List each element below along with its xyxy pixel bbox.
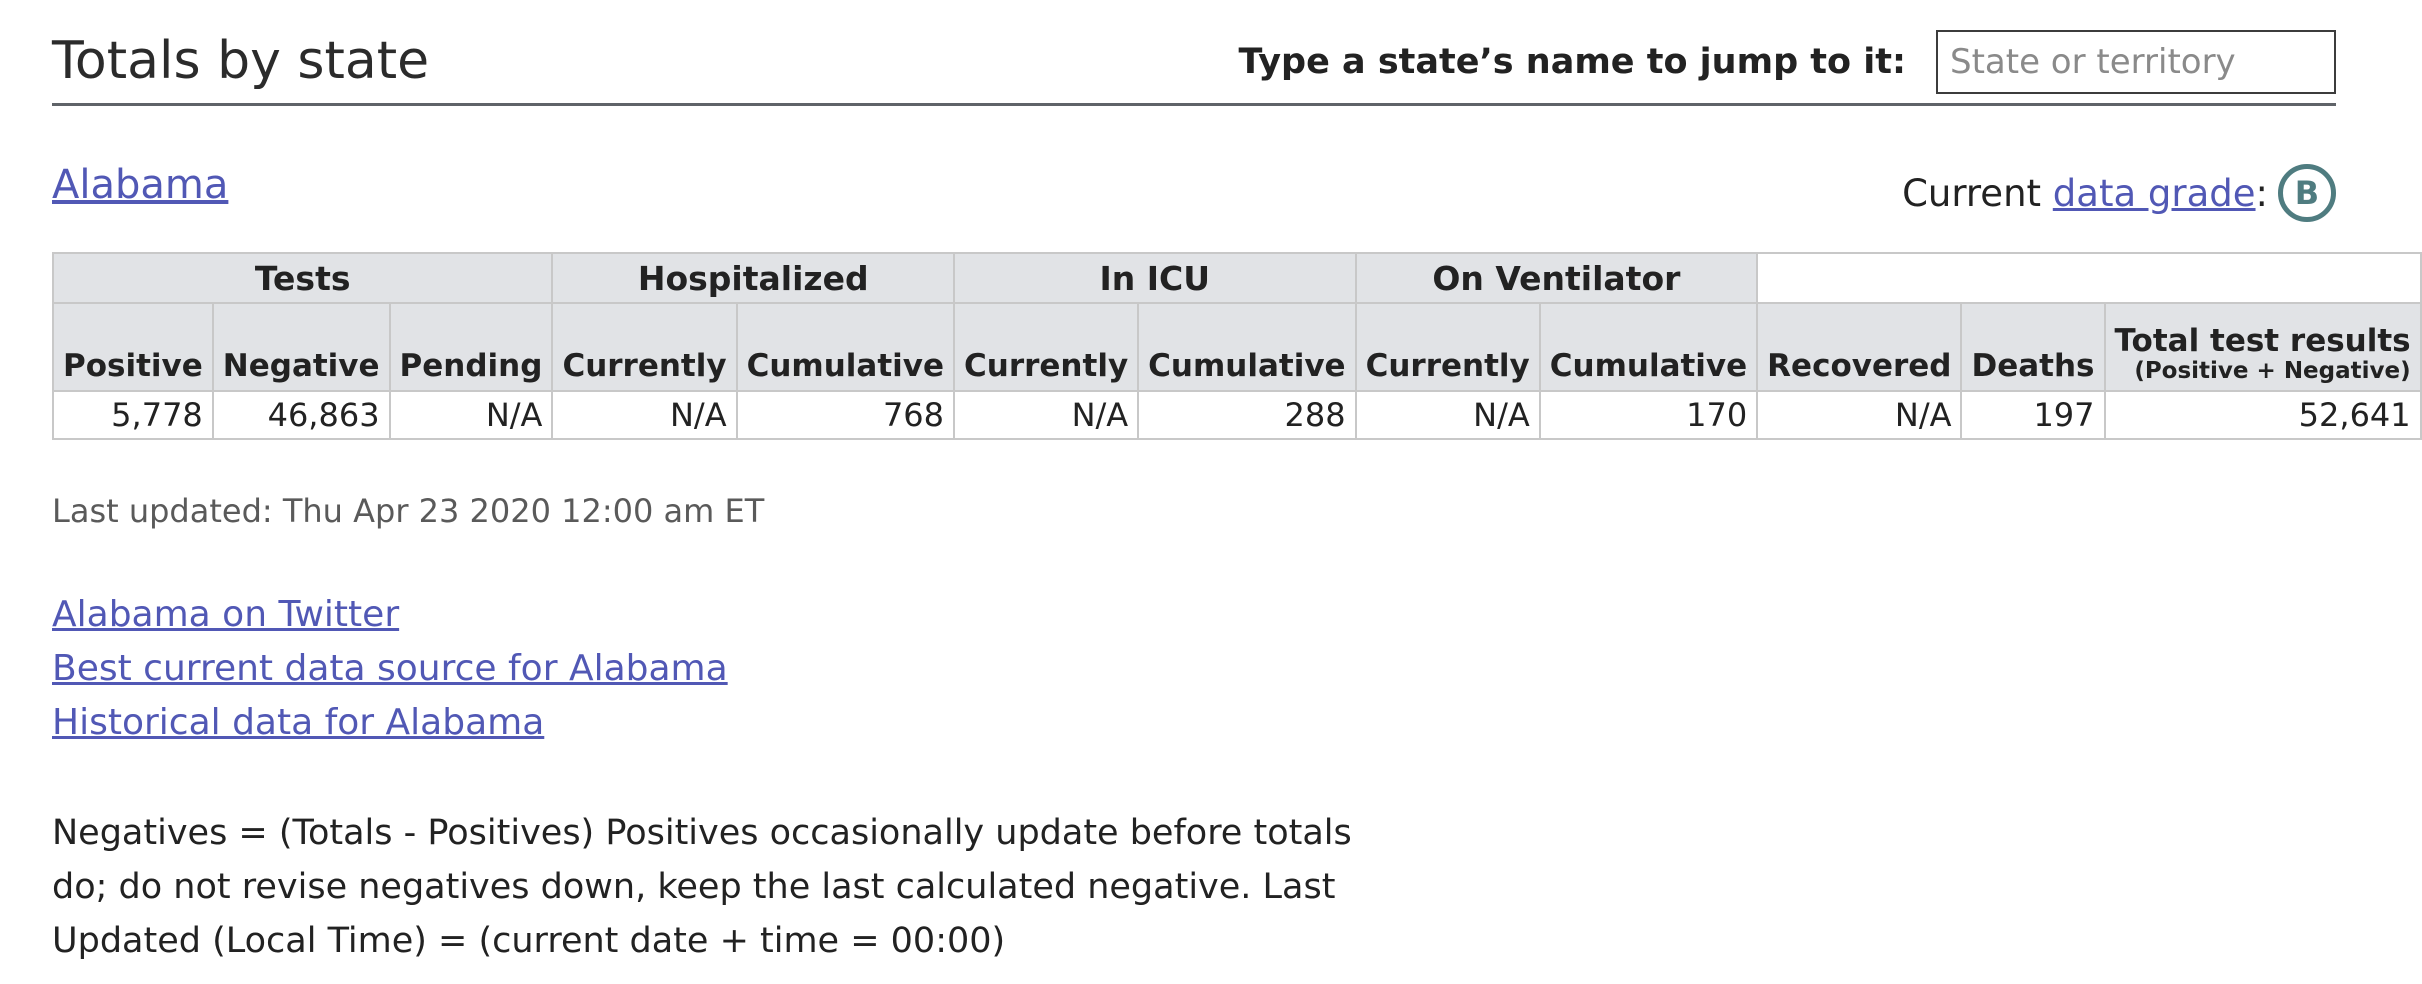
group-in-icu: In ICU xyxy=(954,253,1356,303)
col-icu-cumulative: Cumulative xyxy=(1138,303,1355,391)
cell-hosp-currently: N/A xyxy=(552,391,736,439)
col-total-sub: (Positive + Negative) xyxy=(2134,358,2411,384)
page-title: Totals by state xyxy=(52,31,430,91)
cell-vent-cumulative: 170 xyxy=(1540,391,1757,439)
grade-badge-icon: B xyxy=(2278,164,2336,222)
state-heading-row xyxy=(52,106,2336,252)
state-links xyxy=(52,588,2336,750)
col-total-test-results xyxy=(2105,303,2421,391)
column-header-row xyxy=(53,303,2421,391)
group-blank xyxy=(1757,253,2420,303)
state-jump xyxy=(1239,30,2336,94)
totals-table xyxy=(52,252,2422,440)
cell-deaths: 197 xyxy=(1961,391,2104,439)
col-total-main: Total test results xyxy=(2114,323,2411,359)
col-icu-currently: Currently xyxy=(954,303,1138,391)
cell-positive: 5,778 xyxy=(53,391,213,439)
data-grade xyxy=(1902,164,2336,222)
col-hosp-currently: Currently xyxy=(552,303,736,391)
data-grade-link[interactable]: data grade xyxy=(2052,171,2256,215)
col-vent-currently: Currently xyxy=(1356,303,1540,391)
data-source-link[interactable]: Best current data source for Alabama xyxy=(52,648,728,689)
cell-total-test-results: 52,641 xyxy=(2105,391,2421,439)
col-negative: Negative xyxy=(213,303,390,391)
cell-icu-cumulative: 288 xyxy=(1138,391,1355,439)
cell-hosp-cumulative: 768 xyxy=(737,391,954,439)
group-hospitalized: Hospitalized xyxy=(552,253,954,303)
col-recovered: Recovered xyxy=(1757,303,1961,391)
group-header-row xyxy=(53,253,2421,303)
cell-pending: N/A xyxy=(390,391,553,439)
grade-suffix: : xyxy=(2255,171,2268,215)
last-updated: Last updated: Thu Apr 23 2020 12:00 am ET xyxy=(52,492,765,530)
cell-recovered: N/A xyxy=(1757,391,1961,439)
group-on-ventilator: On Ventilator xyxy=(1356,253,1758,303)
group-tests: Tests xyxy=(53,253,552,303)
col-positive: Positive xyxy=(53,303,213,391)
twitter-link[interactable]: Alabama on Twitter xyxy=(52,594,400,635)
col-deaths: Deaths xyxy=(1961,303,2104,391)
cell-vent-currently: N/A xyxy=(1356,391,1540,439)
grade-prefix: Current xyxy=(1902,171,2053,215)
col-hosp-cumulative: Cumulative xyxy=(737,303,954,391)
page-header xyxy=(52,0,2336,106)
cell-negative: 46,863 xyxy=(213,391,390,439)
cell-icu-currently: N/A xyxy=(954,391,1138,439)
notes-text: Negatives = (Totals - Positives) Positives occasionally update before totals do; do not revise negatives down, keep the last calculated negative. Last Updated (Local Time) = (current date + time = 00:00) xyxy=(52,813,1352,961)
state-search-input[interactable] xyxy=(1936,30,2336,94)
table-row xyxy=(53,391,2421,439)
col-vent-cumulative: Cumulative xyxy=(1540,303,1757,391)
state-name-link[interactable]: Alabama xyxy=(52,162,229,208)
jump-label: Type a state’s name to jump to it: xyxy=(1238,42,1906,82)
historical-data-link[interactable]: Historical data for Alabama xyxy=(52,702,545,743)
col-pending: Pending xyxy=(390,303,553,391)
